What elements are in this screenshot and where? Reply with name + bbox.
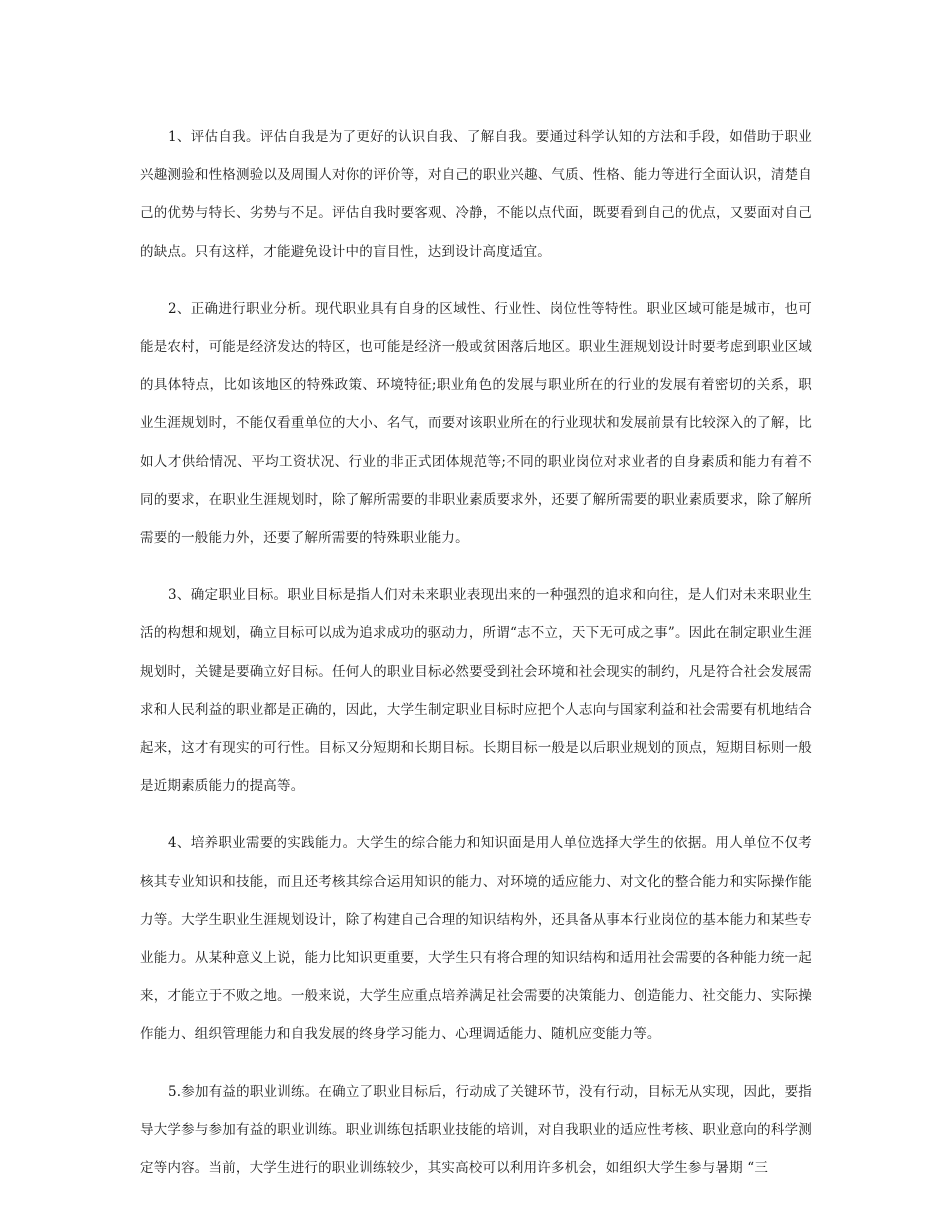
paragraph-practical-ability: 4、培养职业需要的实践能力。大学生的综合能力和知识面是用人单位选择大学生的依据。用人单位不仅考核其专业知识和技能，而且还考核其综合运用知识的能力、对环境的适应能力、对文化的整合能力和实际操作能力等。大学生职业生涯规划设计，除了构建自己合理的知识结构外，还具备从事本行业岗位的基本能力和某些专业能力。从某种意义上说，能力比知识更重要，大学生只有将合理的知识结构和适用社会需要的各种能力统一起来，才能立于不败之地。一般来说，大学生应重点培养满足社会需要的决策能力、创造能力、社交能力、实际操作能力、组织管理能力和自我发展的终身学习能力、心理调适能力、随机应变能力等。 <box>140 835 812 1043</box>
paragraph-career-analysis: 2、正确进行职业分析。现代职业具有自身的区域性、行业性、岗位性等特性。职业区域可能是城市，也可能是农村，可能是经济发达的特区，也可能是经济一般或贫困落后地区。职业生涯规划设计时要考虑到职业区域的具体特点，比如该地区的特殊政策、环境特征;职业角色的发展与职业所在的行业的发展有着密切的关系，职业生涯规划时，不能仅看重单位的大小、名气，而要对该职业所在的行业现状和发展前景有比较深入的了解，比如人才供给情况、平均工资状况、行业的非正式团体规范等;不同的职业岗位对求业者的自身素质和能力有着不同的要求，在职业生涯规划时，除了解所需要的非职业素质要求外，还要了解所需要的职业素质要求，除了解所需要的一般能力外，还要了解所需要的特殊职业能力。 <box>140 300 812 547</box>
paragraph-career-goal: 3、确定职业目标。职业目标是指人们对未来职业表现出来的一种强烈的追求和向往，是人们对未来职业生活的构想和规划，确立目标可以成为追求成功的驱动力，所谓“志不立，天下无可成之事”。因此在制定职业生涯规划时，关键是要确立好目标。任何人的职业目标必然要受到社会环境和社会现实的制约，凡是符合社会发展需求和人民利益的职业都是正确的，因此，大学生制定职业目标时应把个人志向与国家利益和社会需要有机地结合起来，这才有现实的可行性。目标又分短期和长期目标。长期目标一般是以后职业规划的顶点，短期目标则一般是近期素质能力的提高等。 <box>140 587 812 795</box>
paragraph-evaluate-self: 1、评估自我。评估自我是为了更好的认识自我、了解自我。要通过科学认知的方法和手段，如借助于职业兴趣测验和性格测验以及周围人对你的评价等，对自己的职业兴趣、气质、性格、能力等进行全面认识，清楚自己的优势与特长、劣势与不足。评估自我时要客观、冷静，不能以点代面，既要看到自己的优点，又要面对自己的缺点。只有这样，才能避免设计中的盲目性，达到设计高度适宜。 <box>140 129 812 260</box>
paragraph-career-training: 5.参加有益的职业训练。在确立了职业目标后，行动成了关键环节，没有行动，目标无从实现，因此，要指导大学参与参加有益的职业训练。职业训练包括职业技能的培训，对自我职业的适应性考核、职业意向的科学测定等内容。当前，大学生进行的职业训练较少，其实高校可以利用许多机会，如组织大学生参与暑期 “三 <box>140 1083 812 1177</box>
document-page <box>140 118 812 1206</box>
